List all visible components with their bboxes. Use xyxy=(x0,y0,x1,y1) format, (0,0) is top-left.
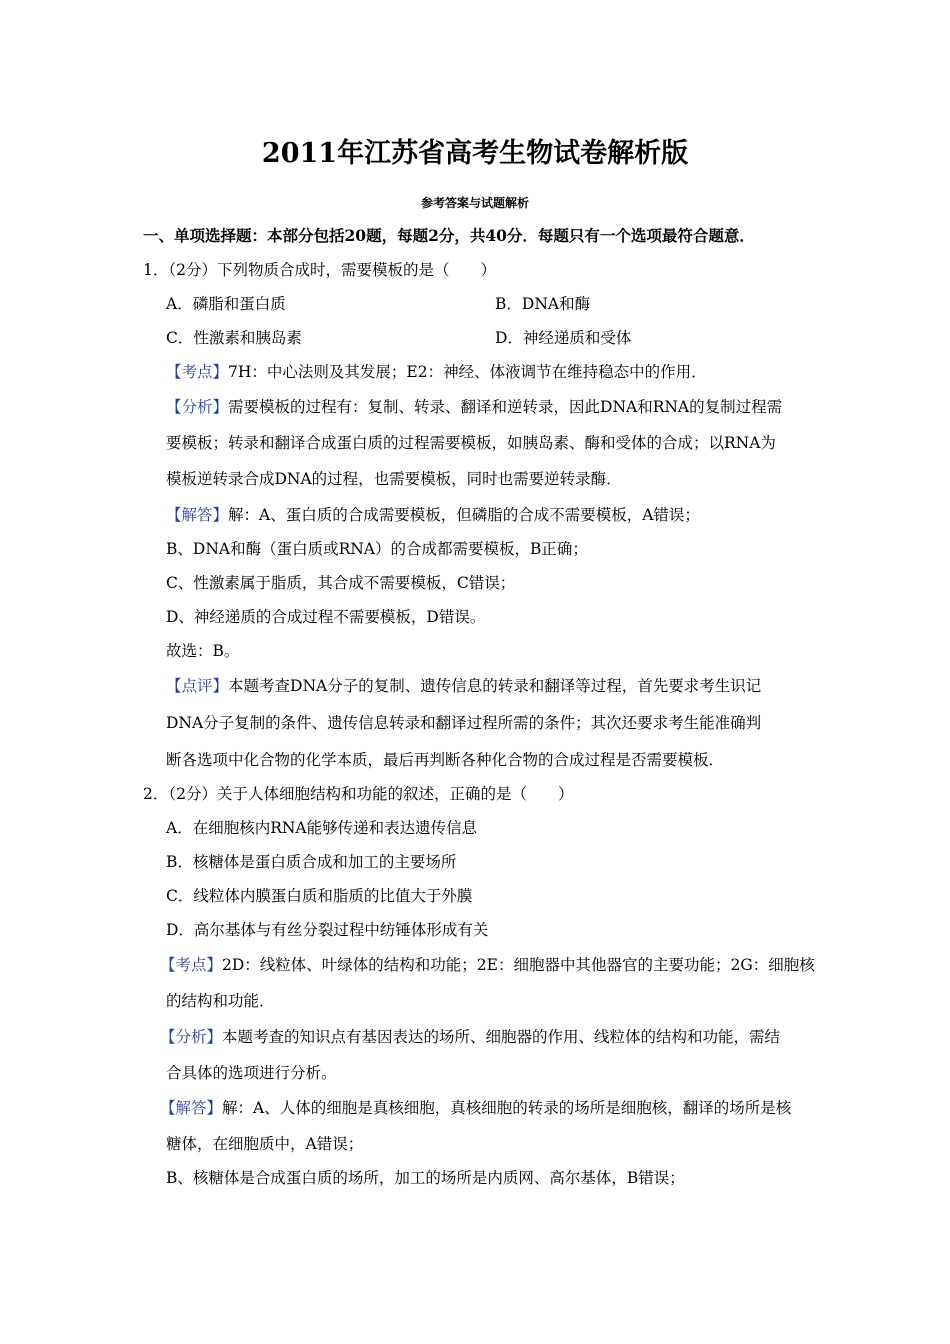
q2-option-c: C．线粒体内膜蛋白质和脂质的比值大于外膜 xyxy=(166,887,473,905)
q1-jieda-line-3: C、性激素属于脂质，其合成不需要模板，C错误； xyxy=(166,574,516,592)
q1-fenxi-tag: 【分析】 xyxy=(166,398,229,416)
q1-answer: 故选：B。 xyxy=(166,642,240,660)
q2-jieda-line-2: 糖体，在细胞质中，A错误； xyxy=(166,1135,364,1153)
q1-jieda-line-1 xyxy=(166,505,700,525)
q1-jieda-text: 解：A、蛋白质的合成需要模板，但磷脂的合成不需要模板，A错误； xyxy=(228,506,700,524)
q2-option-b: B．核糖体是蛋白质合成和加工的主要场所 xyxy=(166,853,457,871)
q1-dianping-line-3: 断各选项中化合物的化学本质，最后再判断各种化合物的合成过程是否需要模板． xyxy=(166,751,725,769)
q1-dianping-line-1 xyxy=(166,676,761,696)
page-subtitle: 参考答案与试题解析 xyxy=(420,196,529,210)
q1-option-b: B．DNA和酶 xyxy=(495,295,591,313)
q2-kaodian-tag: 【考点】 xyxy=(160,956,223,974)
q2-fenxi-line-2: 合具体的选项进行分析。 xyxy=(166,1064,337,1082)
q1-fenxi-line-2: 要模板；转录和翻译合成蛋白质的过程需要模板，如胰岛素、酶和受体的合成；以RNA为 xyxy=(166,434,776,452)
q1-jieda-tag: 【解答】 xyxy=(166,506,229,524)
section-heading: 一、单项选择题：本部分包括20题，每题2分，共40分．每题只有一个选项最符合题意． xyxy=(143,226,755,245)
q1-kaodian-text: 7H：中心法则及其发展；E2：神经、体液调节在维持稳态中的作用． xyxy=(228,363,707,381)
q1-option-d: D．神经递质和受体 xyxy=(495,329,632,347)
q2-option-d: D．高尔基体与有丝分裂过程中纺锤体形成有关 xyxy=(166,921,489,939)
q2-kaodian-line-1 xyxy=(160,955,815,975)
q2-option-a: A．在细胞核内RNA能够传递和表达遗传信息 xyxy=(166,819,478,837)
q2-jieda-text: 解：A、人体的细胞是真核细胞，真核细胞的转录的场所是细胞核，翻译的场所是核 xyxy=(222,1099,792,1117)
q1-dianping-tag: 【点评】 xyxy=(166,677,229,695)
q1-jieda-line-4: D、神经递质的合成过程不需要模板，D错误。 xyxy=(166,608,486,626)
q1-option-c: C．性激素和胰岛素 xyxy=(166,329,302,347)
q2-fenxi-text: 本题考查的知识点有基因表达的场所、细胞器的作用、线粒体的结构和功能，需结 xyxy=(222,1028,781,1046)
q2-kaodian-text: 2D：线粒体、叶绿体的结构和功能；2E：细胞器中其他器官的主要功能；2G：细胞核 xyxy=(222,956,815,974)
q2-fenxi-tag: 【分析】 xyxy=(160,1028,223,1046)
q1-option-a: A．磷脂和蛋白质 xyxy=(166,295,286,313)
q2-fenxi-line-1 xyxy=(160,1027,780,1047)
q1-kaodian-tag: 【考点】 xyxy=(166,363,229,381)
q1-fenxi-line-3: 模板逆转录合成DNA的过程，也需要模板，同时也需要逆转录酶． xyxy=(166,470,622,488)
q1-fenxi-line-1 xyxy=(166,397,782,417)
q1-dianping-text: 本题考查DNA分子的复制、遗传信息的转录和翻译等过程，首先要求考生识记 xyxy=(228,677,762,695)
q2-stem: 2．（2分）关于人体细胞结构和功能的叙述，正确的是（ ） xyxy=(143,785,574,803)
q2-jieda-line-3: B、核糖体是合成蛋白质的场所，加工的场所是内质网、高尔基体，B错误； xyxy=(166,1169,685,1187)
q1-dianping-line-2: DNA分子复制的条件、遗传信息转录和翻译过程所需的条件；其次还要求考生能准确判 xyxy=(166,714,762,732)
q1-kaodian xyxy=(166,362,707,382)
q2-jieda-line-1 xyxy=(160,1098,791,1118)
q2-jieda-tag: 【解答】 xyxy=(160,1099,223,1117)
q1-stem: 1．（2分）下列物质合成时，需要模板的是（ ） xyxy=(143,261,496,279)
q1-fenxi-text: 需要模板的过程有：复制、转录、翻译和逆转录，因此DNA和RNA的复制过程需 xyxy=(228,398,783,416)
q2-kaodian-line-2: 的结构和功能． xyxy=(166,992,275,1010)
q1-jieda-line-2: B、DNA和酶（蛋白质或RNA）的合成都需要模板，B正确； xyxy=(166,540,588,558)
page-title: 2011年江苏省高考生物试卷解析版 xyxy=(261,138,689,169)
